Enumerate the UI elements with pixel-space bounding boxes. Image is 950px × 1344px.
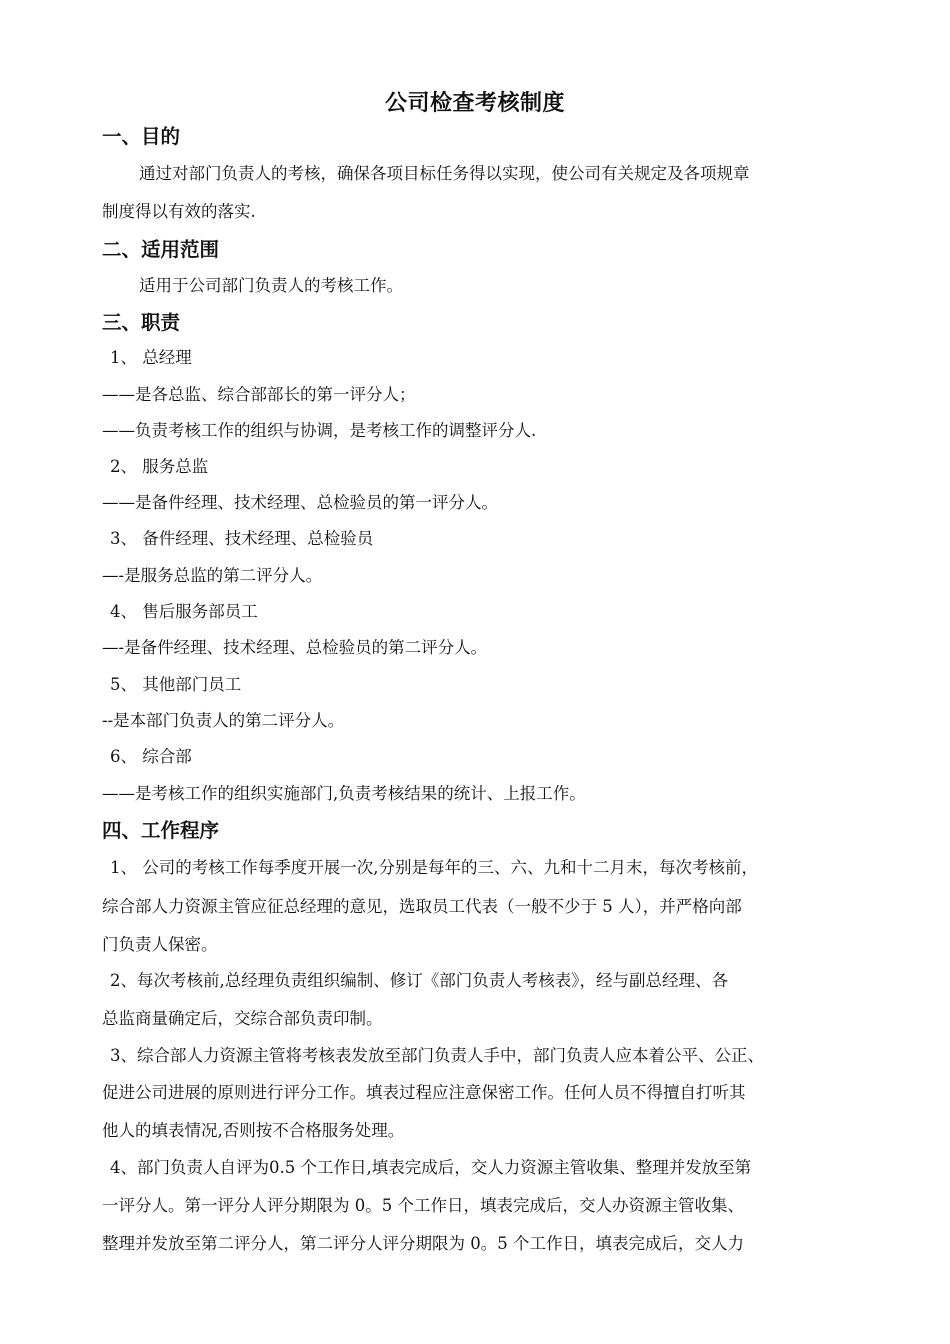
section-heading-scope: 二、适用范围	[102, 238, 220, 261]
document-title: 公司检查考核制度	[384, 91, 565, 116]
list-item: ——是备件经理、技术经理、总检验员的第一评分人。	[102, 493, 498, 512]
section-heading-procedure: 四、工作程序	[102, 819, 220, 842]
paragraph-line: 制度得以有效的落实.	[102, 202, 256, 221]
list-item: 3、 备件经理、技术经理、总检验员	[110, 529, 374, 548]
paragraph-line: 适用于公司部门负责人的考核工作。	[139, 276, 403, 295]
paragraph-line: 4、部门负责人自评为0.5 个工作日,填表完成后，交人力资源主管收集、整理并发放至第	[110, 1158, 752, 1177]
list-item: ——是各总监、综合部部长的第一评分人；	[102, 385, 416, 404]
paragraph-line: 整理并发放至第二评分人，第二评分人评分期限为 0。5 个工作日，填表完成后，交人力	[102, 1234, 744, 1253]
list-item: 1、 总经理	[110, 348, 192, 367]
paragraph-line: 总监商量确定后，交综合部负责印制。	[102, 1009, 383, 1028]
paragraph-line: 1、 公司的考核工作每季度开展一次,分别是每年的三、六、九和十二月末，每次考核前，	[110, 858, 758, 877]
list-item: ——是考核工作的组织实施部门,负责考核结果的统计、上报工作。	[102, 784, 586, 803]
paragraph-line: 通过对部门负责人的考核，确保各项目标任务得以实现，使公司有关规定及各项规章	[139, 164, 750, 183]
paragraph-line: 他人的填表情况,否则按不合格服务处理。	[102, 1121, 405, 1140]
list-item: --是本部门负责人的第二评分人。	[102, 711, 345, 730]
section-heading-duties: 三、职责	[102, 311, 181, 334]
paragraph-line: 3、综合部人力资源主管将考核表发放至部门负责人手中，部门负责人应本着公平、公正、	[110, 1046, 764, 1065]
paragraph-line: 门负责人保密。	[102, 935, 218, 954]
list-item: 2、 服务总监	[110, 457, 209, 476]
list-item: ——负责考核工作的组织与协调，是考核工作的调整评分人.	[102, 421, 537, 440]
list-item: —-是备件经理、技术经理、总检验员的第二评分人。	[102, 638, 488, 657]
list-item: 5、 其他部门员工	[110, 675, 242, 694]
list-item: 4、 售后服务部员工	[110, 602, 258, 621]
paragraph-line: 促进公司进展的原则进行评分工作。填表过程应注意保密工作。任何人员不得擅自打听其	[102, 1083, 746, 1102]
paragraph-line: 2、每次考核前,总经理负责组织编制、修订《部门负责人考核表》，经与副总经理、各	[110, 971, 728, 990]
list-item: —-是服务总监的第二评分人。	[102, 566, 323, 585]
paragraph-line: 一评分人。第一评分人评分期限为 0。5 个工作日，填表完成后，交人办资源主管收集、	[102, 1196, 744, 1215]
list-item: 6、 综合部	[110, 747, 192, 766]
paragraph-line: 综合部人力资源主管应征总经理的意见，选取员工代表（一般不少于 5 人），并严格向部	[102, 897, 742, 916]
section-heading-purpose: 一、目的	[102, 125, 181, 148]
